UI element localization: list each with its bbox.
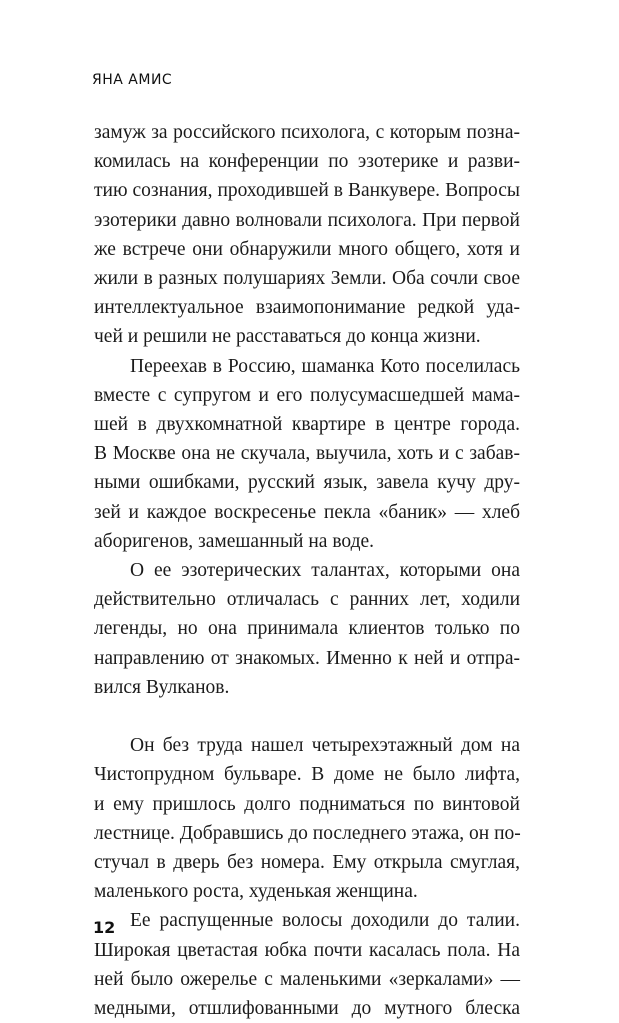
section-break [94, 702, 520, 731]
text-line: медными, отшлифованными до мутного блеска [94, 998, 520, 1020]
text-line: маленького роста, худенькая женщина. [94, 881, 418, 903]
text-line: эзотерики давно волновали психолога. При первой [94, 209, 520, 231]
text-line: Он без труда нашел четырехэтажный дом на [130, 735, 520, 757]
paragraph [94, 118, 520, 352]
text-line: ными ошибками, русский язык, завела кучу дру- [94, 472, 520, 494]
text-line: чей и решили не расставаться до конца жизни. [94, 326, 481, 348]
text-line: комилась на конференции по эзотерике и разви- [94, 151, 520, 173]
paragraph [94, 352, 520, 556]
text-line: лестнице. Добравшись до последнего этажа, он по- [94, 822, 521, 844]
text-line: зей и каждое воскресенье пекла «баник» — хлеб [94, 501, 520, 523]
text-line: Ее распущенные волосы доходили до талии. [130, 910, 520, 932]
text-line: О ее эзотерических талантах, которыми она [130, 560, 520, 582]
text-line: шей в двухкомнатной квартире в центре города. [94, 414, 520, 436]
text-line: В Москве она не скучала, выучила, хоть и с забав- [94, 443, 520, 465]
text-line: легенды, но она принимала клиентов только по [94, 618, 520, 640]
text-line: интеллектуальное взаимопонимание редкой уда- [94, 297, 520, 319]
text-line: Переехав в Россию, шаманка Кото поселилась [130, 355, 520, 377]
text-line: ней было ожерелье с маленькими «зеркалами» — [94, 968, 520, 990]
text-line: Чистопрудном бульваре. В доме не было лифта, [94, 764, 520, 786]
text-line: и ему пришлось долго подниматься по винтовой [94, 793, 520, 815]
text-line: вился Вулканов. [94, 676, 230, 698]
running-head-author: ЯНА АМИС [92, 72, 173, 88]
text-line: Широкая цветастая юбка почти касалась пола. На [94, 939, 520, 961]
paragraph [94, 906, 520, 1023]
text-line: вместе с супругом и его полусумасшедшей мама- [94, 384, 520, 406]
page-number: 12 [93, 918, 116, 937]
text-line: жили в разных полушариях Земли. Оба сочли свое [94, 268, 520, 290]
body-text [94, 118, 520, 1023]
paragraph [94, 731, 520, 906]
text-line: стучал в дверь без номера. Ему открыла смуглая, [94, 852, 520, 874]
text-line: замуж за российского психолога, с которым позна- [94, 122, 520, 143]
text-line: аборигенов, замешанный на воде. [94, 530, 375, 552]
text-line: действительно отличалась с ранних лет, ходили [94, 589, 520, 611]
text-line: тию сознания, проходившей в Ванкувере. Вопросы [94, 180, 520, 202]
text-line: направлению от знакомых. Именно к ней и отпра- [94, 647, 520, 669]
paragraph [94, 556, 520, 702]
text-line: же встрече они обнаружили много общего, хотя и [94, 238, 520, 260]
